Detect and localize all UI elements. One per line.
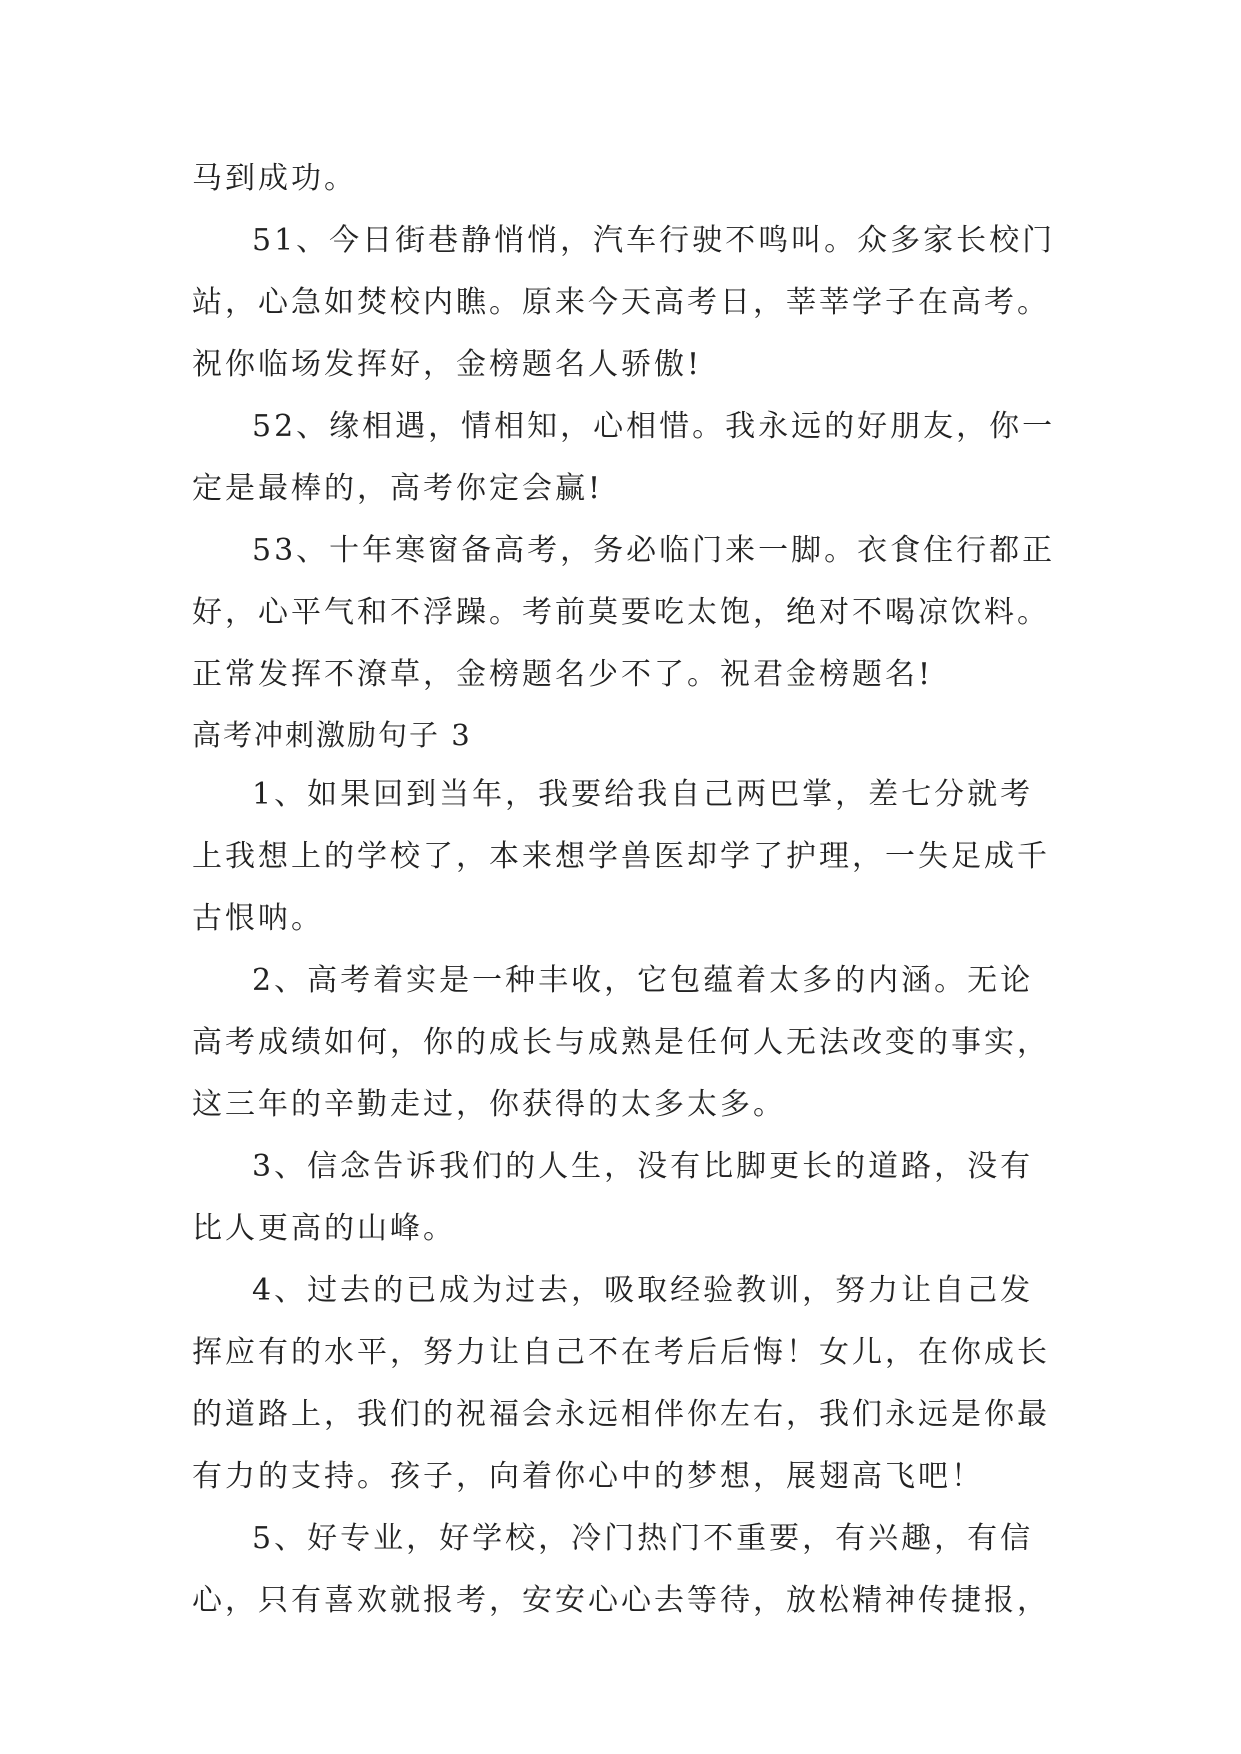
paragraph-5 [192,1508,1062,1632]
paragraph-line: 2、高考着实是一种丰收，它包蕴着太多的内涵。无论 [252,963,1034,998]
paragraph-line: 1、如果回到当年，我要给我自己两巴掌，差七分就考 [252,777,1034,812]
paragraph-line: 正常发挥不潦草，金榜题名少不了。祝君金榜题名! [192,657,934,692]
paragraph-line: 52、缘相遇，情相知，心相惜。我永远的好朋友，你一 [252,409,1056,444]
paragraph-line: 心，只有喜欢就报考，安安心心去等待，放松精神传捷报， [192,1583,1050,1618]
paragraph-line: 53、十年寒窗备高考，务必临门来一脚。衣食住行都正 [252,533,1056,568]
paragraph-line: 比人更高的山峰。 [192,1211,456,1246]
paragraph-line: 挥应有的水平，努力让自己不在考后后悔！女儿，在你成长 [192,1335,1050,1370]
paragraph-51 [192,210,1062,396]
document-page [192,148,1062,1632]
paragraph-line: 4、过去的已成为过去，吸取经验教训，努力让自己发 [252,1273,1034,1308]
paragraph-line: 祝你临场发挥好，金榜题名人骄傲! [192,347,703,382]
paragraph-1 [192,764,1062,950]
paragraph-line: 这三年的辛勤走过，你获得的太多太多。 [192,1087,786,1122]
paragraph-line: 好，心平气和不浮躁。考前莫要吃太饱，绝对不喝凉饮料。 [192,595,1050,630]
paragraph-2 [192,950,1062,1136]
paragraph-line: 高考成绩如何，你的成长与成熟是任何人无法改变的事实， [192,1025,1050,1060]
paragraph-line: 3、信念告诉我们的人生，没有比脚更长的道路，没有 [252,1149,1034,1184]
paragraph-3 [192,1136,1062,1260]
intro-line: 马到成功。 [192,161,357,196]
paragraph-52 [192,396,1062,520]
paragraph-line: 5、好专业，好学校，冷门热门不重要，有兴趣，有信 [252,1521,1034,1556]
paragraph-4 [192,1260,1062,1508]
paragraph-line: 定是最棒的，高考你定会赢! [192,471,604,506]
paragraph-line: 站，心急如焚校内瞧。原来今天高考日，莘莘学子在高考。 [192,285,1050,320]
paragraph-line: 51、今日街巷静悄悄，汽车行驶不鸣叫。众多家长校门 [252,223,1056,258]
paragraph-line: 有力的支持。孩子，向着你心中的梦想，展翅高飞吧！ [192,1459,984,1494]
paragraph-line: 上我想上的学校了，本来想学兽医却学了护理，一失足成千 [192,839,1050,874]
paragraph-line: 古恨呐。 [192,901,324,936]
section-heading: 高考冲刺激励句子 3 [192,718,472,752]
paragraph-53 [192,520,1062,706]
paragraph-line: 的道路上，我们的祝福会永远相伴你左右，我们永远是你最 [192,1397,1050,1432]
